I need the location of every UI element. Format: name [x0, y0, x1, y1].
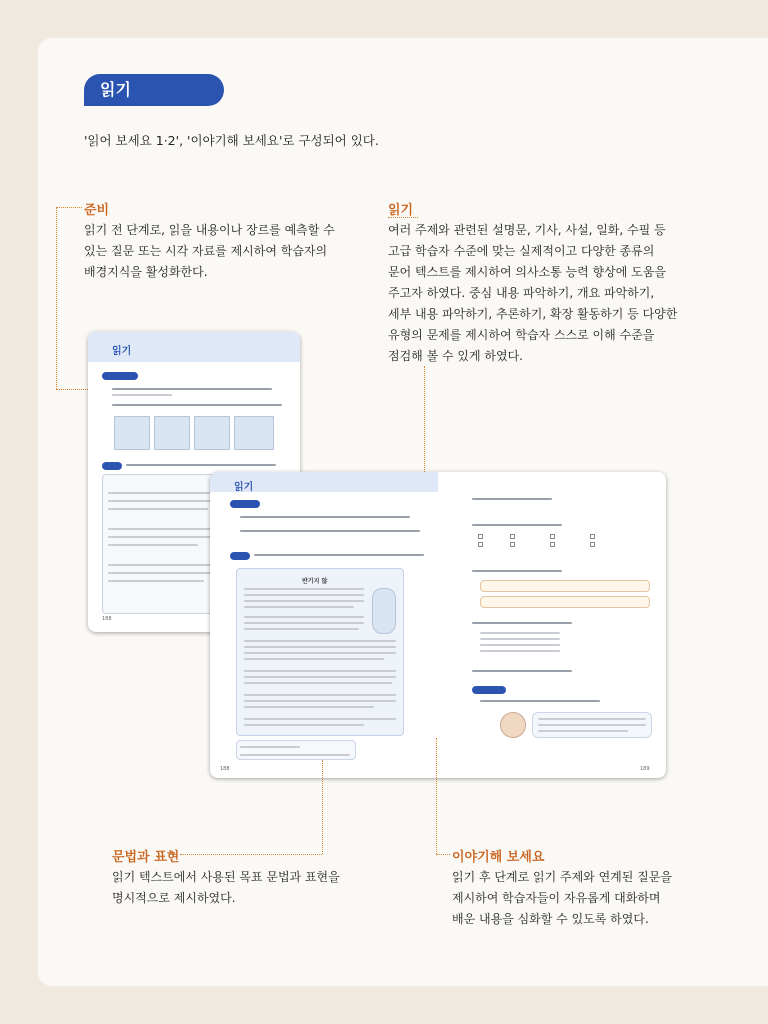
prep-leader-h [56, 207, 82, 208]
text-line [472, 498, 552, 500]
text-line [108, 492, 216, 494]
checkbox [478, 534, 483, 539]
text-line [108, 544, 198, 546]
text-line [244, 628, 359, 630]
text-line [108, 500, 216, 502]
text-line [480, 644, 560, 646]
reading-line: 주고자 하였다. 중심 내용 파악하기, 개요 파악하기, [388, 286, 655, 300]
text-line [472, 622, 572, 624]
grammar-title: 문법과 표현 [112, 850, 180, 865]
text-line [480, 650, 560, 652]
prep-line: 읽기 전 단계로, 읽을 내용이나 장르를 예측할 수 [84, 223, 335, 237]
reading-body [388, 220, 688, 367]
text-line [244, 606, 354, 608]
illustration [154, 416, 190, 450]
page-number: 188 [220, 766, 230, 772]
prep-title: 준비 [84, 203, 110, 218]
label-tag [102, 372, 138, 380]
book-page-spread [210, 472, 666, 778]
text-line [480, 638, 560, 640]
label-tag [230, 500, 260, 508]
illustration [234, 416, 274, 450]
grammar-body [112, 867, 392, 909]
text-line [112, 388, 272, 390]
text-line [108, 564, 216, 566]
label-tag [102, 462, 122, 470]
text-line [244, 694, 396, 696]
text-line [472, 670, 572, 672]
checkbox [590, 542, 595, 547]
text-line [108, 528, 216, 530]
talk-leader-v [436, 738, 437, 854]
section-label: 읽기 [84, 74, 224, 106]
text-line [244, 676, 396, 678]
text-line [244, 724, 364, 726]
text-line [244, 700, 396, 702]
page-header-title: 읽기 [112, 346, 132, 357]
text-line [254, 554, 424, 556]
checkbox [550, 534, 555, 539]
text-line [244, 652, 396, 654]
text-line [244, 616, 364, 618]
answer-box [480, 580, 650, 592]
text-line [240, 516, 410, 518]
text-line [108, 536, 216, 538]
text-line [240, 754, 350, 756]
checkbox [550, 542, 555, 547]
talk-leader-h [436, 854, 450, 855]
reading-line: 고급 학습자 수준에 맞는 실제적이고 다양한 종류의 [388, 244, 655, 258]
label-tag [472, 686, 506, 694]
text-line [240, 530, 420, 532]
page-number: 188 [102, 616, 112, 622]
label-tag [230, 552, 250, 560]
checkbox [510, 542, 515, 547]
text-line [108, 508, 208, 510]
talk-line: 배운 내용을 심화할 수 있도록 하였다. [452, 912, 649, 926]
prep-leader-v [56, 207, 57, 389]
answer-box [480, 596, 650, 608]
avatar [500, 712, 526, 738]
text-line [538, 724, 646, 726]
grammar-box [236, 740, 356, 760]
intro-text: '읽어 보세요 1·2', '이야기해 보세요'로 구성되어 있다. [84, 133, 379, 148]
text-line [244, 588, 364, 590]
grammar-line: 명시적으로 제시하였다. [112, 891, 236, 905]
text-line [244, 640, 396, 642]
text-line [112, 394, 172, 396]
talk-body [452, 867, 712, 930]
page-header-title: 읽기 [234, 482, 254, 493]
grammar-line: 읽기 텍스트에서 사용된 목표 문법과 표현을 [112, 870, 340, 884]
text-line [244, 658, 384, 660]
talk-title: 이야기해 보세요 [452, 850, 545, 865]
checkbox [590, 534, 595, 539]
text-line [538, 718, 646, 720]
reading-underline [388, 217, 418, 218]
walking-figure-illustration [372, 588, 396, 634]
text-line [538, 730, 628, 732]
reading-line: 여러 주제와 관련된 설명문, 기사, 사설, 일화, 수필 등 [388, 223, 666, 237]
text-line [480, 632, 560, 634]
checkbox [510, 534, 515, 539]
prep-line: 있는 질문 또는 시각 자료를 제시하여 학습자의 [84, 244, 328, 258]
checkbox [478, 542, 483, 547]
text-line [472, 570, 562, 572]
reading-line: 세부 내용 파악하기, 추론하기, 확장 활동하기 등 다양한 [388, 307, 678, 321]
grammar-leader-h [180, 854, 322, 855]
talk-line: 읽기 후 단계로 읽기 주제와 연계된 질문을 [452, 870, 672, 884]
reading-title: 읽기 [388, 203, 414, 218]
text-line [244, 594, 364, 596]
text-line [480, 700, 600, 702]
page-number: 189 [640, 766, 650, 772]
text-line [126, 464, 276, 466]
illustration [194, 416, 230, 450]
text-line [244, 718, 396, 720]
text-line [244, 622, 364, 624]
reading-passage-title: 반기지 않 [302, 578, 328, 585]
text-line [240, 746, 300, 748]
talk-line: 제시하여 학습자들이 자유롭게 대화하며 [452, 891, 661, 905]
reading-line: 유형의 문제를 제시하여 학습자 스스로 이해 수준을 [388, 328, 655, 342]
reading-line: 점검해 볼 수 있게 하였다. [388, 349, 523, 363]
text-line [112, 404, 282, 406]
text-line [244, 646, 396, 648]
text-line [244, 706, 374, 708]
prep-body [84, 220, 364, 283]
text-line [472, 524, 562, 526]
text-line [108, 572, 216, 574]
illustration [114, 416, 150, 450]
prep-line: 배경지식을 활성화한다. [84, 265, 208, 279]
text-line [108, 580, 204, 582]
text-line [244, 600, 364, 602]
text-line [244, 682, 392, 684]
reading-line: 문어 텍스트를 제시하여 의사소통 능력 향상에 도움을 [388, 265, 666, 279]
grammar-leader-v [322, 760, 323, 854]
text-line [244, 670, 396, 672]
